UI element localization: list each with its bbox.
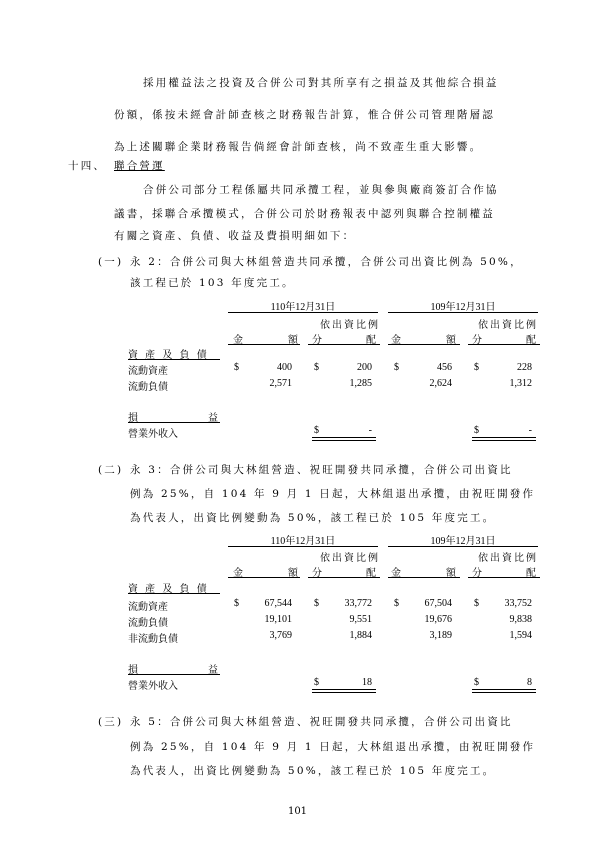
item-2-row-1-c2: 33,772 <box>344 598 372 609</box>
item-2-row-3-c2: 1,884 <box>349 630 372 641</box>
item-2-row-1-c4: 33,752 <box>504 598 532 609</box>
item-1-share-top-1: 依出資比例 <box>320 320 380 331</box>
item-1-row-1-label: 流動資產 <box>128 366 168 377</box>
item-2-row-1-c1: 67,544 <box>264 598 292 609</box>
item-2-amount-b-1: 額 <box>288 568 300 579</box>
item-2-pl-b: 益 <box>208 665 220 676</box>
item-1-row-2-c2: 1,285 <box>349 378 372 389</box>
item-2-pl-a: 損 <box>128 665 140 676</box>
item-2-year-2: 109年12月31日 <box>430 536 496 547</box>
item-1-pl-a: 損 <box>128 413 140 424</box>
item-2-row-3-c4: 1,594 <box>509 630 532 641</box>
item-3-text-2: 例為 25%，自 104 年 9 月 1 日起，大林組退出承攬，由祝旺開發作 <box>130 741 536 753</box>
intro-line-1: 採用權益法之投資及合併公司對其所享有之損益及其他綜合損益 <box>143 77 499 89</box>
item-2-row-2-c1: 19,101 <box>264 614 292 625</box>
section-number: 十四、 <box>68 160 107 172</box>
item-1-share-top-2: 依出資比例 <box>478 320 538 331</box>
item-2-amount-b-2: 額 <box>446 568 458 579</box>
item-1-share-a-2: 分 <box>472 335 484 346</box>
item-1-assets-label: 資 產 及 負 債 <box>128 350 209 361</box>
item-1-pl-b: 益 <box>208 413 220 424</box>
item-1-row-1-c4: 228 <box>517 362 532 373</box>
item-1-row-1-c2: 200 <box>357 362 372 373</box>
item-1-text-1: 永 2：合併公司與大林組營造共同承攬，合併公司出資比例為 50%， <box>130 256 523 268</box>
item-3-label: (三) <box>98 716 124 728</box>
item-2-row-2-label: 流動負債 <box>128 618 168 629</box>
item-2-share-a-1: 分 <box>312 568 324 579</box>
item-1-text-2: 該工程已於 103 年度完工。 <box>130 277 295 289</box>
item-2-income-c2: 18 <box>362 677 372 688</box>
item-3-text-1: 永 5：合併公司與大林組營造、祝旺開發共同承攬，合併公司出資比 <box>130 716 513 728</box>
item-2-row-3-c1: 3,769 <box>269 630 292 641</box>
item-2-row-2-c4: 9,838 <box>509 614 532 625</box>
section-body-line-3: 有關之資產、負債、收益及費損明細如下： <box>114 230 356 242</box>
currency-sign: $ <box>474 677 479 688</box>
item-1-row-2-c3: 2,624 <box>429 378 452 389</box>
item-2-row-2-c2: 9,551 <box>349 614 372 625</box>
item-2-income-label: 營業外收入 <box>128 681 178 692</box>
item-2-share-b-2: 配 <box>526 568 538 579</box>
item-1-share-a-1: 分 <box>312 335 324 346</box>
item-2-text-3: 為代表人，出資比例變動為 50%，該工程已於 105 年度完工。 <box>130 512 496 524</box>
item-2-label: (二) <box>98 464 124 476</box>
item-2-share-top-1: 依出資比例 <box>320 553 380 564</box>
item-2-share-top-2: 依出資比例 <box>478 553 538 564</box>
item-2-text-2: 例為 25%，自 104 年 9 月 1 日起，大林組退出承攬，由祝旺開發作 <box>130 488 536 500</box>
currency-sign: $ <box>314 598 319 609</box>
intro-line-3: 為上述關聯企業財務報告倘經會計師查核，尚不致產生重大影響。 <box>114 141 483 153</box>
item-1-income-c4: - <box>528 425 532 436</box>
item-2-row-1-c3: 67,504 <box>424 598 452 609</box>
currency-sign: $ <box>314 362 319 373</box>
item-1-income-label: 營業外收入 <box>128 429 178 440</box>
item-2-row-3-c3: 3,189 <box>429 630 452 641</box>
page-number: 101 <box>287 806 308 817</box>
item-1-row-2-c1: 2,571 <box>269 378 292 389</box>
item-1-row-2-label: 流動負債 <box>128 382 168 393</box>
section-body-line-1: 合併公司部分工程係屬共同承攬工程，並與參與廠商簽訂合作協 <box>143 184 499 196</box>
currency-sign: $ <box>474 598 479 609</box>
item-2-share-a-2: 分 <box>472 568 484 579</box>
currency-sign: $ <box>394 598 399 609</box>
item-2-text-1: 永 3：合併公司與大林組營造、祝旺開發共同承攬，合併公司出資比 <box>130 464 513 476</box>
item-1-income-c2: - <box>368 425 372 436</box>
item-1-amount-b-2: 額 <box>446 335 458 346</box>
intro-line-2: 份額，係按未經會計師查核之財務報告計算，惟合併公司管理階層認 <box>114 109 495 121</box>
currency-sign: $ <box>474 362 479 373</box>
item-1-year-1: 110年12月31日 <box>270 302 336 313</box>
item-1-amount-a-2: 金 <box>391 335 403 346</box>
item-2-row-3-label: 非流動負債 <box>128 634 178 645</box>
item-1-amount-a-1: 金 <box>233 335 245 346</box>
item-2-income-c4: 8 <box>527 677 532 688</box>
item-1-row-2-c4: 1,312 <box>509 378 532 389</box>
currency-sign: $ <box>314 677 319 688</box>
currency-sign: $ <box>234 598 239 609</box>
item-2-year-1: 110年12月31日 <box>270 536 336 547</box>
item-2-share-b-1: 配 <box>366 568 378 579</box>
currency-sign: $ <box>474 425 479 436</box>
item-2-amount-a-1: 金 <box>233 568 245 579</box>
item-2-amount-a-2: 金 <box>391 568 403 579</box>
item-1-amount-b-1: 額 <box>288 335 300 346</box>
item-2-row-1-label: 流動資產 <box>128 602 168 613</box>
item-1-year-2: 109年12月31日 <box>430 302 496 313</box>
currency-sign: $ <box>314 425 319 436</box>
item-3-text-3: 為代表人，出資比例變動為 50%，該工程已於 105 年度完工。 <box>130 765 496 777</box>
section-title: 聯合營運 <box>114 160 165 172</box>
item-1-row-1-c3: 456 <box>437 362 452 373</box>
item-2-row-2-c3: 19,676 <box>424 614 452 625</box>
item-1-share-b-2: 配 <box>526 335 538 346</box>
currency-sign: $ <box>394 362 399 373</box>
item-2-assets-label: 資 產 及 負 債 <box>128 584 209 595</box>
section-body-line-2: 議書，採聯合承攬模式，合併公司於財務報表中認列與聯合控制權益 <box>114 208 495 220</box>
item-1-label: (一) <box>98 256 124 268</box>
item-1-share-b-1: 配 <box>366 335 378 346</box>
currency-sign: $ <box>234 362 239 373</box>
item-1-row-1-c1: 400 <box>277 362 292 373</box>
